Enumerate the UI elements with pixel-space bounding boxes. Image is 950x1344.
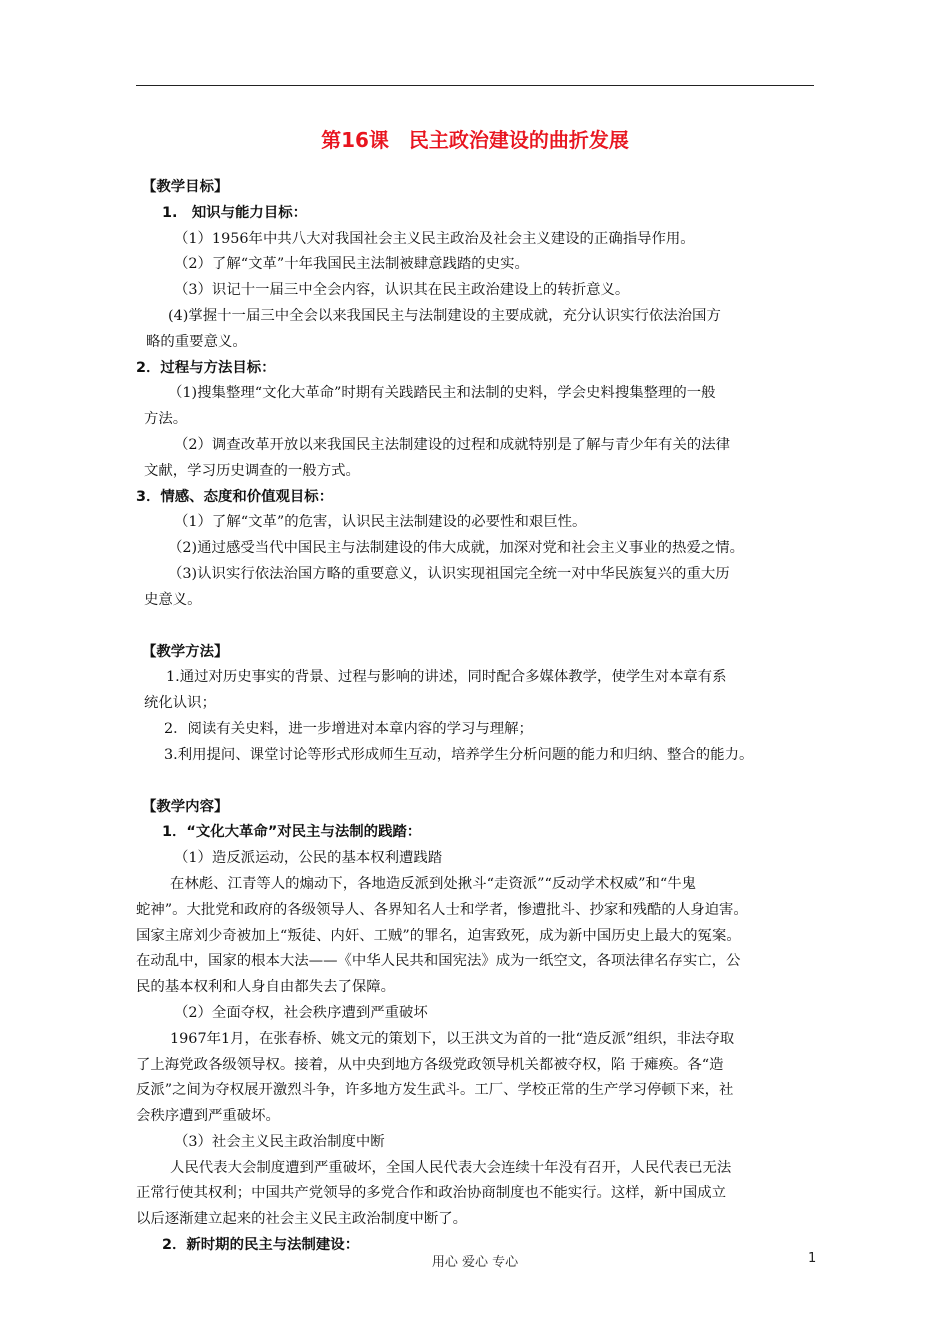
subsection-title: 1．“文化大革命”对民主与法制的践踏： <box>162 824 422 841</box>
list-item-continuation: 文献，学习历史调查的一般方式。 <box>144 462 360 479</box>
subsection-title: 3．情感、态度和价值观目标： <box>136 488 334 505</box>
paragraph-line: 了上海党政各级领导权。接着，从中央到地方各级党政领导机关都被夺权，陷 于瘫痪。各“造 <box>136 1056 724 1073</box>
paragraph-line: 在林彪、江青等人的煽动下，各地造反派到处揪斗“走资派”“反动学术权威”和“牛鬼 <box>170 875 697 892</box>
header-rule <box>136 85 814 86</box>
paragraph-line: 在动乱中，国家的根本大法——《中华人民共和国宪法》成为一纸空文，各项法律名存实亡，公 <box>136 953 741 970</box>
paragraph-line: 国家主席刘少奇被加上“叛徒、内奸、工贼”的罪名，迫害致死，成为新中国历史上最大的冤案。 <box>136 927 741 944</box>
paragraph-title: （1）造反派运动，公民的基本权利遭践踏 <box>174 850 443 867</box>
list-item: （3)认识实行依法治国方略的重要意义，认识实现祖国完全统一对中华民族复兴的重大历 <box>168 565 730 582</box>
list-item: (4)掌握十一届三中全会以来我国民主与法制建设的主要成就，充分认识实行依法治国方 <box>168 307 721 324</box>
document-body <box>136 175 820 1259</box>
list-item-continuation: 方法。 <box>144 411 188 428</box>
subsection-title: 2．过程与方法目标： <box>136 359 276 376</box>
list-item: （2）了解“文革”十年我国民主法制被肆意践踏的史实。 <box>174 256 529 273</box>
list-item-continuation: 史意义。 <box>144 591 202 608</box>
list-item: （1）了解“文革”的危害，认识民主法制建设的必要性和艰巨性。 <box>174 514 587 531</box>
subsection-title: 1. 知识与能力目标： <box>162 204 307 221</box>
list-item: （2）调查改革开放以来我国民主法制建设的过程和成就特别是了解与青少年有关的法律 <box>174 436 731 453</box>
list-item-continuation: 略的重要意义。 <box>146 333 247 350</box>
paragraph-line: 正常行使其权利；中国共产党领导的多党合作和政治协商制度也不能实行。这样，新中国成立 <box>136 1185 727 1202</box>
footer-text: 用心 爱心 专心 <box>431 1255 519 1270</box>
page-number: 1 <box>808 1251 817 1266</box>
paragraph-line: 民的基本权利和人身自由都失去了保障。 <box>136 979 396 996</box>
list-item: 1.通过对历史事实的背景、过程与影响的讲述，同时配合多媒体教学，使学生对本章有系 <box>166 669 727 686</box>
paragraph-title: （2）全面夺权，社会秩序遭到严重破坏 <box>174 1004 428 1021</box>
list-item: 2．阅读有关史料，进一步增进对本章内容的学习与理解； <box>164 720 533 737</box>
list-item: 3.利用提问、课堂讨论等形式形成师生互动，培养学生分析问题的能力和归纳、整合的能力。 <box>164 746 754 763</box>
paragraph-line: 会秩序遭到严重破坏。 <box>136 1108 280 1125</box>
list-item-continuation: 统化认识； <box>144 695 216 712</box>
paragraph-line: 1967年1月，在张春桥、姚文元的策划下，以王洪文为首的一批“造反派”组织，非法夺取 <box>170 1030 735 1047</box>
lesson-title: 第16课 民主政治建设的曲折发展 <box>321 128 629 152</box>
section-header-methods: 【教学方法】 <box>142 643 229 660</box>
paragraph-line: 蛇神”。大批党和政府的各级领导人、各界知名人士和学者，惨遭批斗、抄家和残酷的人身迫害。 <box>136 901 748 918</box>
paragraph-line: 人民代表大会制度遭到严重破坏，全国人民代表大会连续十年没有召开，人民代表已无法 <box>170 1159 732 1176</box>
list-item: （1）1956年中共八大对我国社会主义民主政治及社会主义建设的正确指导作用。 <box>174 230 695 247</box>
section-header-objectives: 【教学目标】 <box>142 179 229 195</box>
list-item: （1)搜集整理“文化大革命”时期有关践踏民主和法制的史料，学会史料搜集整理的一般 <box>168 385 716 402</box>
paragraph-title: （3）社会主义民主政治制度中断 <box>174 1133 385 1150</box>
list-item: （2)通过感受当代中国民主与法制建设的伟大成就，加深对党和社会主义事业的热爱之情。 <box>168 540 745 557</box>
paragraph-line: 反派”之间为夺权展开激烈斗争，许多地方发生武斗。工厂、学校正常的生产学习停顿下来，社 <box>136 1082 734 1099</box>
section-header-content: 【教学内容】 <box>142 798 229 815</box>
paragraph-line: 以后逐渐建立起来的社会主义民主政治制度中断了。 <box>136 1211 467 1228</box>
subsection-title: 2．新时期的民主与法制建设： <box>162 1237 360 1254</box>
list-item: （3）识记十一届三中全会内容，认识其在民主政治建设上的转折意义。 <box>174 282 630 299</box>
